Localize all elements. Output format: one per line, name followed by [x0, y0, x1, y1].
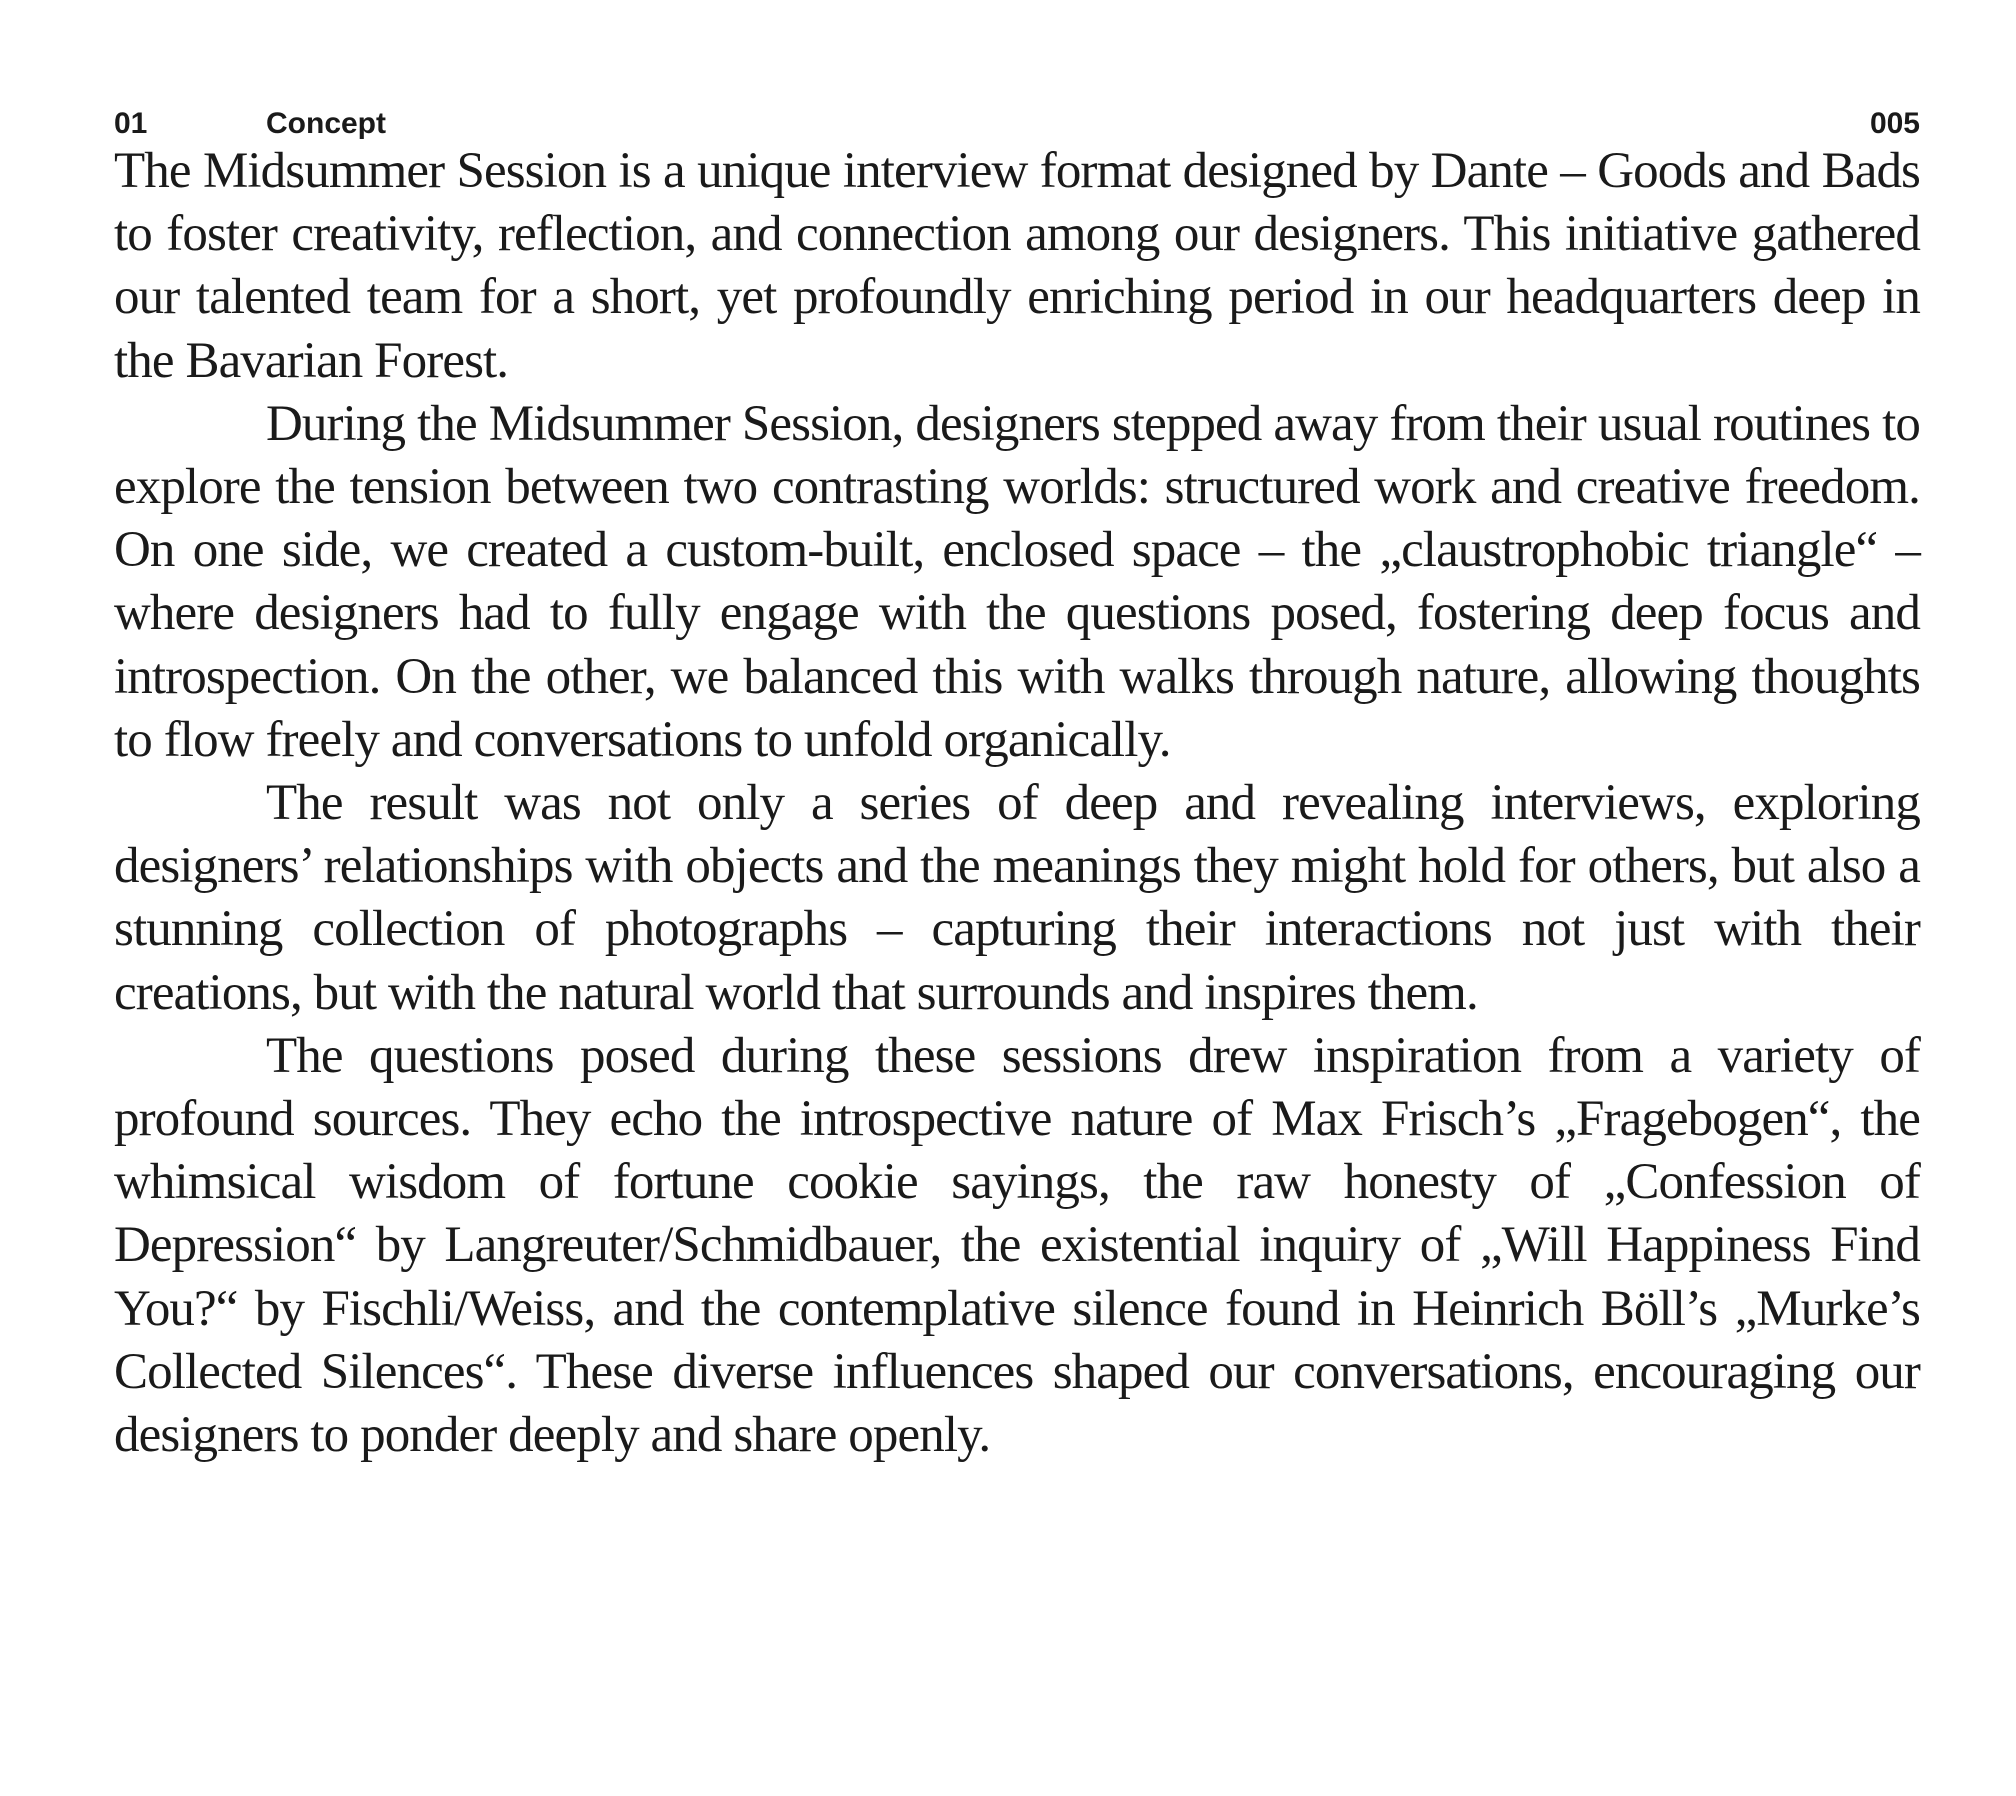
paragraph-intro: The Midsummer Session is a unique interview format designed by Dante – Goods and Bads to foster creativity, reflection, and connection among our designers. This initiative gathered our talented team for a short, yet profoundly enriching period in our headquarters deep in the Bavarian Forest. — [114, 143, 1920, 389]
body-text — [114, 140, 1920, 1467]
section-number: 01 — [114, 107, 148, 140]
paragraph-session: During the Midsummer Session, designers stepped away from their usual routines to explore the tension between two contrasting worlds: structured work and creative freedom. On one side, we created a custom-built, enclosed space – the „claustrophobic triangle“ – where designers had to fully engage with the questions posed, fostering deep focus and introspection. On the other, we balanced this with walks through nature, allowing thoughts to flow freely and conversations to unfold organically. — [114, 395, 1920, 768]
paragraph-sources: The questions posed during these sessions drew inspiration from a variety of profound sources. They echo the introspective nature of Max Frisch’s „Fragebogen“, the whimsical wisdom of fortune cookie sayings, the raw honesty of „Confession of Depression“ by Langreuter/Schmidbauer, the existential inquiry of „Will Happiness Find You?“ by Fischli/Weiss, and the contemplative silence found in Heinrich Böll’s „Murke’s Collected Silences“. These diverse influences shaped our conversations, encouraging our designers to ponder deeply and share openly. — [114, 1027, 1920, 1464]
running-header — [114, 104, 1920, 144]
page-number: 005 — [1869, 107, 1920, 140]
paragraph-result: The result was not only a series of deep and revealing interviews, exploring designers’ relationships with objects and the meanings they might hold for others, but also a stunning collection of photographs – capturing their interactions not just with their creations, but with the natural world that surrounds and inspires them. — [114, 775, 1920, 1021]
section-title: Concept — [266, 107, 386, 140]
